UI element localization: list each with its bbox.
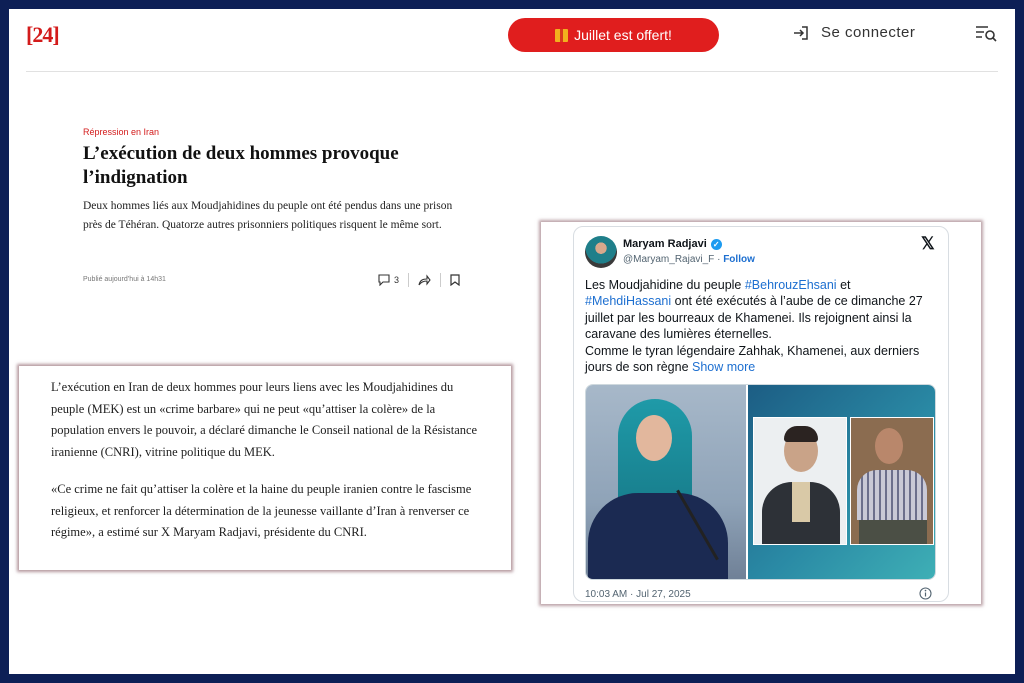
menu-search-icon[interactable] <box>975 25 997 43</box>
tweet-text-part: ont été exécutés à l’aube de ce dimanche 27 juillet par les bourreaux de Khamenei. Ils rejoignent ainsi la caravane des lumières éternelles. <box>585 294 923 342</box>
tweet-text-part: Les Moudjahidine du peuple <box>585 278 745 292</box>
speaker-body <box>588 493 728 580</box>
show-more-link[interactable]: Show more <box>692 360 756 375</box>
tweet-text <box>585 277 941 375</box>
follow-link[interactable]: Follow <box>723 254 755 265</box>
article-kicker[interactable]: Répression en Iran <box>83 127 160 137</box>
info-icon[interactable] <box>919 587 932 600</box>
portrait-shirt <box>792 482 810 522</box>
login-icon <box>793 25 809 41</box>
tweet-media[interactable] <box>585 384 936 580</box>
tweet-text-part: Comme le tyran légendaire Zahhak, Khamenei, aux derniers jours de son règne <box>585 343 920 375</box>
author-name: Maryam Radjavi <box>623 238 707 250</box>
promo-label: Juillet est offert! <box>574 27 672 43</box>
bookmark-button[interactable] <box>441 274 469 286</box>
portraits-panel <box>748 385 936 580</box>
hashtag-link[interactable]: #BehrouzEhsani <box>744 278 837 292</box>
portrait-photo <box>753 417 847 545</box>
tweet-handle-line <box>623 254 755 265</box>
article-actions <box>369 273 469 287</box>
tweet-timestamp[interactable]: 10:03 AM · Jul 27, 2025 <box>585 589 691 600</box>
article-headline: L’exécution de deux hommes provoque l’indignation <box>83 143 399 188</box>
portrait-pants <box>859 516 927 545</box>
speaker-face <box>636 415 672 461</box>
comment-icon <box>378 274 390 286</box>
separator-dot: · <box>717 254 721 265</box>
portrait-shirt <box>857 470 927 520</box>
article-lead: Deux hommes liés aux Moudjahidines du peuple ont été pendus dans une prison près de Téhéran. Quatorze autres prisonniers politiques risquent le même sort. <box>83 200 453 231</box>
author-handle: @Maryam_Rajavi_F <box>623 254 715 265</box>
header-divider <box>26 71 998 72</box>
comment-count: 3 <box>394 275 400 285</box>
speaker-photo <box>586 385 746 580</box>
avatar[interactable] <box>585 236 617 268</box>
hashtag-link[interactable]: #MehdiHassani <box>585 294 672 309</box>
screenshot-canvas <box>9 9 1015 674</box>
login-label: Se connecter <box>821 24 916 41</box>
portrait-hair <box>784 426 818 442</box>
share-button[interactable] <box>409 274 440 286</box>
x-logo-icon[interactable]: 𝕏 <box>921 234 935 253</box>
bookmark-icon <box>450 274 460 286</box>
tweet-screenshot-box <box>541 222 981 604</box>
promo-button[interactable] <box>508 18 719 52</box>
portrait-photo <box>850 417 934 545</box>
site-logo[interactable]: [24] <box>26 22 59 47</box>
article-excerpt-box <box>19 366 511 570</box>
portrait-face <box>875 428 903 464</box>
login-link[interactable] <box>793 24 915 41</box>
gift-icon <box>555 29 568 42</box>
tweet-author[interactable] <box>623 238 722 250</box>
tweet-text-part: et <box>836 278 851 292</box>
share-icon <box>418 274 431 286</box>
excerpt-paragraph-2: «Ce crime ne fait qu’attiser la colère et la haine du peuple iranien contre le fascisme religieux, et renforcer la détermination de la jeunesse vaillante d’Iran à renverser ce régime», a estimé sur X Maryam Radjavi, présidente du CNRI. <box>51 482 472 539</box>
comments-button[interactable] <box>369 274 408 286</box>
publish-time: Publié aujourd’hui à 14h31 <box>83 276 166 283</box>
excerpt-paragraph-1: L’exécution en Iran de deux hommes pour leurs liens avec les Moudjahidines du peuple (MEK) est un «crime barbare» qui ne peut «qu’attiser la colère» de la population envers le pouvoir, a déclaré dimanche le Conseil national de la Résistance iranienne (CNRI), vitrine politique du MEK. <box>51 380 478 459</box>
verified-icon: ✓ <box>711 239 722 250</box>
tweet-card[interactable] <box>573 226 949 602</box>
